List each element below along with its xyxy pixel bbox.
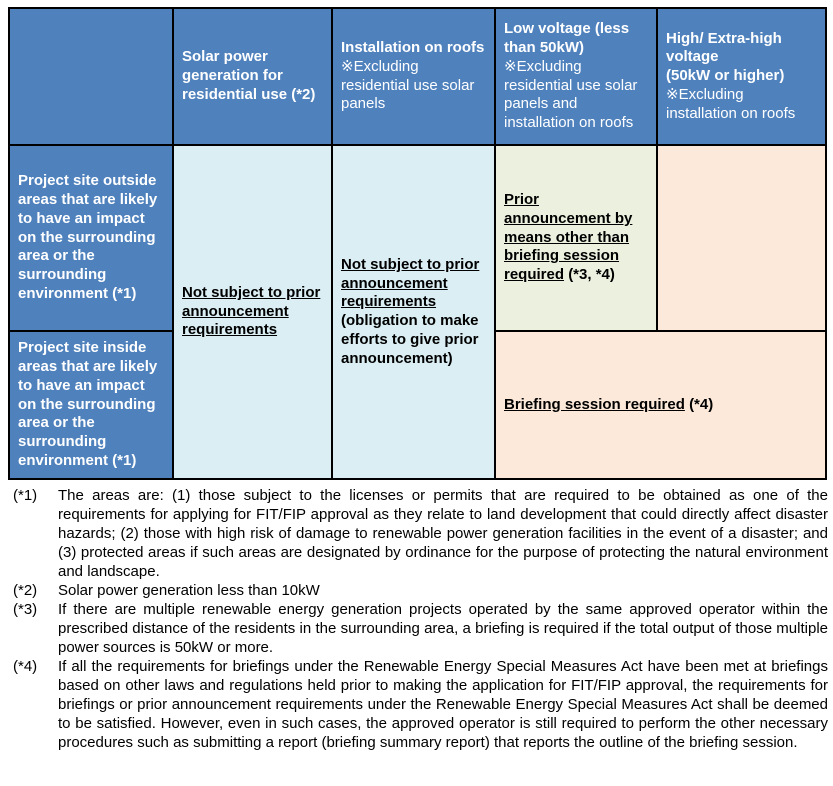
footnote-label: (*4) [13, 658, 38, 675]
row-header-outside: Project site outside areas that are likely to have an impact on the surrounding area or the surrounding environment (*1) [9, 145, 173, 331]
col-header-subtitle: (50kW or higher) [666, 67, 785, 85]
col-header-high-voltage [657, 8, 826, 145]
row-outside-areas [9, 145, 826, 331]
col-header-title: Installation on roofs [341, 39, 485, 56]
col-header-note: ※Excluding residential use solar panels and installation on roofs [504, 57, 638, 131]
col-header-roofs [332, 8, 495, 145]
footnote-text: The areas are: (1) those subject to the licenses or permits that are required to be obtained as one of the requirements for applying for FIT/FIP approval as they relate to land development that could directly affect disaster hazards; (2) those with high risk of damage to renewable power generation facilities in the event of a disaster; and (3) protected areas if such areas are designated by ordinance for the purpose of protecting the natural environment and landscape. [58, 487, 828, 580]
footnote-text: Solar power generation less than 10kW [58, 582, 320, 599]
cell-text: (*3, *4) [568, 266, 615, 284]
footnote-3 [13, 600, 828, 657]
row-header-inside: Project site inside areas that are likely to have an impact on the surrounding area or the surrounding environment (*1) [9, 331, 173, 479]
cell-text: (*4) [689, 395, 714, 413]
prior-announcement-requirements-table [8, 7, 827, 480]
col-header-note: ※Excluding installation on roofs [666, 85, 796, 122]
cell-text-underlined: Briefing session required [504, 395, 685, 413]
col-header-title: Solar power generation for residential use (*2) [182, 48, 316, 103]
footnotes [13, 486, 828, 752]
footnote-4 [13, 657, 828, 752]
footnote-2 [13, 581, 828, 600]
col-header-title: Low voltage (less than 50kW) [504, 20, 630, 56]
cell-text-underlined: Prior announcement by means other than briefing session required [504, 191, 633, 284]
footnote-label: (*2) [13, 582, 38, 599]
cell-briefing-required [495, 331, 826, 479]
cell-low-voltage-outside [495, 145, 657, 331]
footnote-label: (*1) [13, 487, 38, 504]
cell-roofs [332, 145, 495, 479]
cell-high-voltage-outside [657, 145, 826, 331]
footnote-1 [13, 486, 828, 581]
col-header-residential [173, 8, 332, 145]
corner-cell [9, 8, 173, 145]
footnote-text: If there are multiple renewable energy generation projects operated by the same approved operator within the prescribed distance of the residents in the surrounding area, a briefing is required if the total output of those multiple power sources is 50kW or more. [58, 601, 828, 656]
cell-text-underlined: Not subject to prior announcement requirements [182, 283, 321, 339]
cell-text: (obligation to make efforts to give prior announcement) [341, 312, 479, 367]
footnote-label: (*3) [13, 601, 38, 618]
cell-residential [173, 145, 332, 479]
cell-text-underlined: Not subject to prior announcement requirements [341, 255, 480, 311]
col-header-title: High/ Extra-high voltage [666, 29, 782, 66]
col-header-note: ※Excluding residential use solar panels [341, 57, 475, 113]
col-header-low-voltage [495, 8, 657, 145]
footnote-text: If all the requirements for briefings under the Renewable Energy Special Measures Act have been met at briefings based on other laws and regulations held prior to making the application for FIT/FIP approval, the requirements for briefings or prior announcement requirements under the Renewable Energy Special Measures Act shall be deemed to be satisfied. However, even in such cases, the approved operator is still required to perform the other necessary procedures such as submitting a report (briefing summary report) that reports the outline of the briefing session. [58, 658, 828, 751]
header-row [9, 8, 826, 145]
